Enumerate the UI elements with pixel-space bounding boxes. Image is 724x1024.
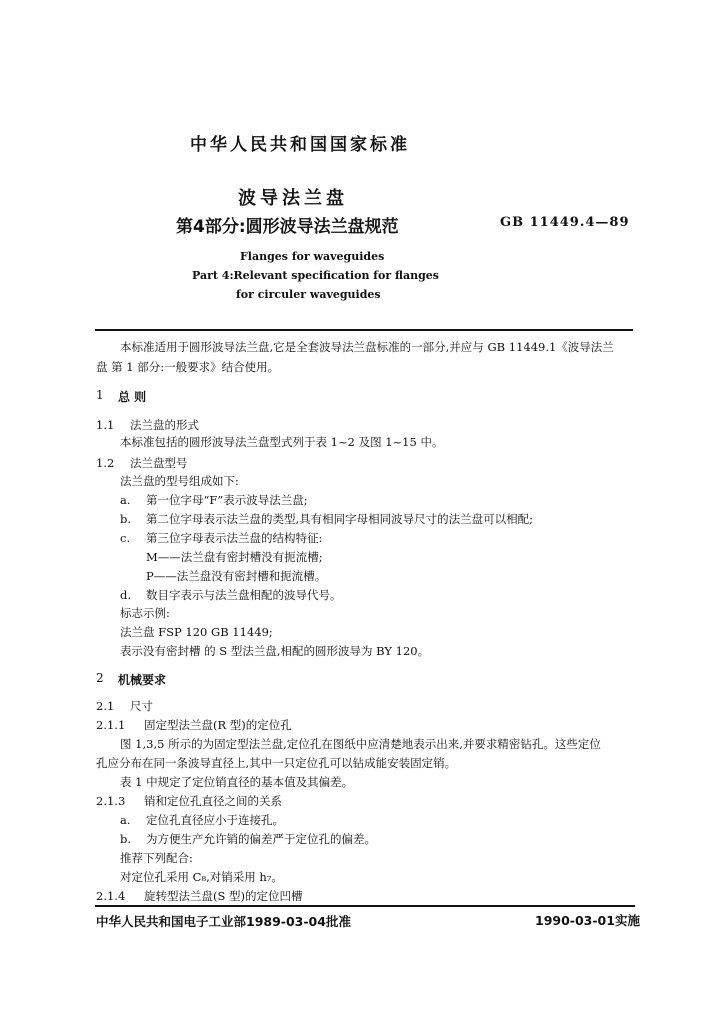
national-standard-heading: 中华人民共和国国家标准 <box>190 135 410 155</box>
intro-line1: 本标准适用于圆形波导法兰盘,它是全套波导法兰盘标准的一部分,并应与 GB 11449.1《波导法兰 <box>120 340 614 354</box>
approval-statement: 中华人民共和国电子工业部1989-03-04批准 <box>96 914 351 929</box>
section-2-1-title: 尺寸 <box>130 699 153 713</box>
example-label: 标志示例: <box>120 606 170 620</box>
footer-rule <box>95 905 635 907</box>
section-2-1-4-number: 2.1.4 <box>96 889 126 903</box>
title-en-line1: Flanges for waveguides <box>240 250 385 263</box>
section-2-1-3-b-label: b. <box>120 832 132 846</box>
section-2-1-3-fit: 对定位孔采用 C₈,对销采用 h₇。 <box>120 870 283 884</box>
list-c-text: 第三位字母表示法兰盘的结构特征: <box>146 531 323 545</box>
section-1-2-number: 1.2 <box>96 456 115 470</box>
section-2-1-1-text1: 图 1,3,5 所示的为固定型法兰盘,定位孔在图纸中应清楚地表示出来,并要求精密钻孔。这些定位 <box>120 737 601 751</box>
list-d-label: d. <box>120 588 132 602</box>
list-c-m: M——法兰盘有密封槽没有扼流槽; <box>146 550 323 564</box>
standard-number: GB 11449.4—89 <box>500 215 630 230</box>
list-d-text: 数目字表示与法兰盘相配的波导代号。 <box>146 588 342 602</box>
title-en-line3: for circuler waveguides <box>236 288 381 301</box>
section-2-1-4-title: 旋转型法兰盘(S 型)的定位凹槽 <box>144 889 303 903</box>
list-c-p: P——法兰盘没有密封槽和扼流槽。 <box>146 569 327 583</box>
section-2-1-3-a-label: a. <box>120 813 131 827</box>
section-1-1-title: 法兰盘的形式 <box>130 418 199 432</box>
section-1-1-number: 1.1 <box>96 418 115 432</box>
section-2-1-3-title: 销和定位孔直径之间的关系 <box>144 794 282 808</box>
section-2-number: 2 <box>96 671 104 685</box>
section-2-1-3-a-text: 定位孔直径应小于连接孔。 <box>146 813 284 827</box>
list-b-label: b. <box>120 512 132 526</box>
example-code: 法兰盘 FSP 120 GB 11449; <box>120 625 273 639</box>
example-description: 表示没有密封槽 的 S 型法兰盘,相配的圆形波导为 BY 120。 <box>120 644 430 658</box>
section-2-1-1-number: 2.1.1 <box>96 718 126 732</box>
section-2-1-1-text3: 表 1 中规定了定位销直径的基本值及其偏差。 <box>120 775 354 789</box>
list-b-text: 第二位字母表示法兰盘的类型,具有相同字母相同波导尺寸的法兰盘可以相配; <box>146 512 534 526</box>
list-a-text: 第一位字母“F”表示波导法兰盘; <box>146 493 308 507</box>
title-cn-line2: 第4部分:圆形波导法兰盘规范 <box>176 217 399 237</box>
section-1-1-text: 本标准包括的圆形波导法兰盘型式列于表 1~2 及图 1~15 中。 <box>120 435 444 449</box>
title-en-line2: Part 4:Relevant specification for flanges <box>192 269 439 282</box>
title-cn-line1: 波导法兰盘 <box>238 188 348 209</box>
header-rule <box>95 329 633 331</box>
list-a-label: a. <box>120 493 131 507</box>
section-2-1-3-b-text: 为方便生产允许销的偏差严于定位孔的偏差。 <box>146 832 376 846</box>
section-2-1-1-title: 固定型法兰盘(R 型)的定位孔 <box>144 718 292 732</box>
section-2-1-1-text2: 孔应分布在同一条波导直径上,其中一只定位孔可以钻成能安装固定销。 <box>96 756 457 770</box>
section-1-title: 总 则 <box>118 390 147 404</box>
section-1-2-intro: 法兰盘的型号组成如下: <box>120 474 239 488</box>
implementation-date: 1990-03-01实施 <box>535 913 640 928</box>
section-1-number: 1 <box>96 388 104 402</box>
section-2-1-3-number: 2.1.3 <box>96 794 126 808</box>
list-c-label: c. <box>120 531 131 545</box>
section-2-1-3-recommend: 推荐下列配合: <box>120 851 193 865</box>
section-2-title: 机械要求 <box>118 673 167 687</box>
section-1-2-title: 法兰盘型号 <box>130 456 188 470</box>
section-2-1-number: 2.1 <box>96 699 115 713</box>
intro-line2: 盘 第 1 部分:一般要求》结合使用。 <box>96 360 280 374</box>
